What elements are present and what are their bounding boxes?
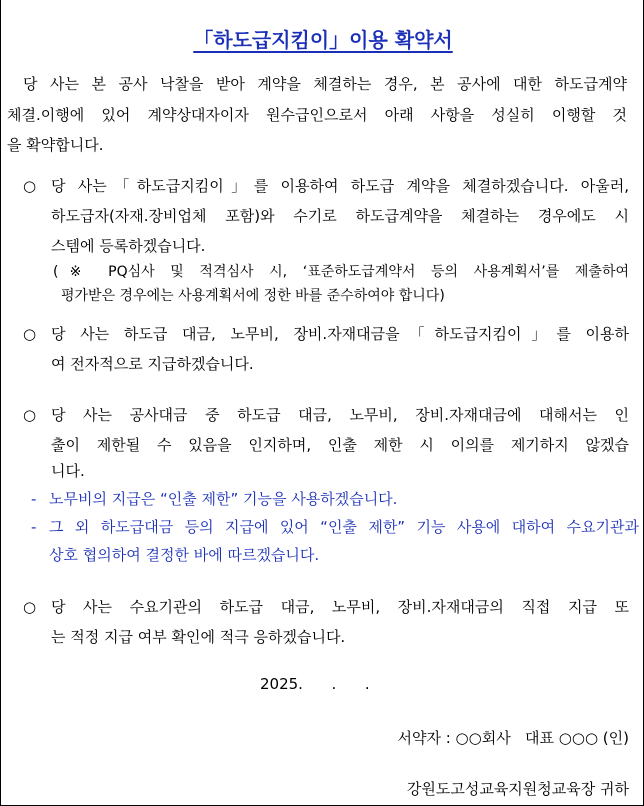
item1-note-line-2: 평가받은 경우에는 사용계획서에 정한 바를 준수하여야 합니다) <box>61 288 445 304</box>
signer-line: 서약자 : ○○회사 대표 ○○○ (인) <box>397 729 629 747</box>
date-line: 2025. . . <box>260 675 370 693</box>
item3-line-1: 당 사는 공사대금 중 하도급 대금, 노무비, 장비.자재대금에 대해서는 인 <box>51 406 629 424</box>
sub-item-1: 노무비의 지급은 “인출 제한” 기능을 사용하겠습니다. <box>49 490 398 508</box>
document-title: 「하도급지킴이」이용 확약서 <box>193 28 453 52</box>
item1-line-3: 스템에 등록하겠습니다. <box>51 237 206 255</box>
bullet-icon: ○ <box>23 177 37 195</box>
intro-line-2: 체결.이행에 있어 계약상대자이자 원수급인으로서 아래 사항을 성실히 이행할 것 <box>7 106 627 124</box>
item4-line-1: 당 사는 수요기관의 하도급 대금, 노무비, 장비.자재대금의 직접 지급 또 <box>51 598 629 616</box>
sub-item-2-line-1: 그 외 하도급대금 등의 지급에 있어 “인출 제한” 기능 사용에 대하여 수요기관과 <box>49 518 639 536</box>
intro-line-1: 당 사는 본 공사 낙찰을 받아 계약을 체결하는 경우, 본 공사에 대한 하도급계약 <box>23 75 627 93</box>
dash-icon: - <box>31 518 37 536</box>
item1-note-line-1: (※ PQ심사 및 적격심사 시, ‘표준하도급계약서 등의 사용계획서’를 제출하여 <box>53 264 629 280</box>
bullet-icon: ○ <box>23 598 37 616</box>
item1-line-2: 하도급자(자재.장비업체 포함)와 수기로 하도급계약을 체결하는 경우에도 시 <box>51 207 629 225</box>
dash-icon: - <box>31 490 37 508</box>
item4-line-2: 는 적정 지급 여부 확인에 적극 응하겠습니다. <box>51 628 346 646</box>
intro-line-3: 을 확약합니다. <box>7 136 104 154</box>
item1-line-1: 당 사는「하도급지킴이」를 이용하여 하도급 계약을 체결하겠습니다. 아울러, <box>51 177 629 195</box>
item3-line-2: 출이 제한될 수 있음을 인지하며, 인출 제한 시 이의를 제기하지 않겠습 <box>51 436 629 454</box>
bullet-icon: ○ <box>23 406 37 424</box>
recipient-line: 강원도고성교육지원청교육장 귀하 <box>406 780 629 798</box>
item3-line-3: 니다. <box>51 462 85 480</box>
sub-item-2-line-2: 상호 협의하여 결정한 바에 따르겠습니다. <box>49 546 320 564</box>
bullet-icon: ○ <box>23 325 37 343</box>
item2-line-2: 여 전자적으로 지급하겠습니다. <box>51 355 254 373</box>
item2-line-1: 당 사는 하도급 대금, 노무비, 장비.자재대금을「하도급지킴이」를 이용하 <box>51 325 629 343</box>
